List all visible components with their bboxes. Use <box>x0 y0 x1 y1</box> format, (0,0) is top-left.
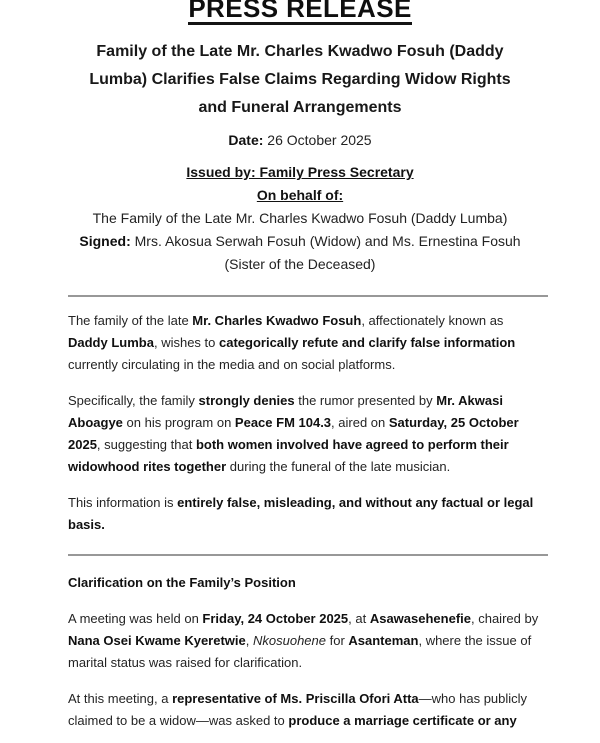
sister-line: (Sister of the Deceased) <box>224 256 376 272</box>
paragraph-representative-request: At this meeting, a representative of Ms. Priscilla Ofori Atta—who has publicly claimed to be a widow—was asked to produce a marriage certificate or any <box>68 691 528 728</box>
signed-line: Signed: Mrs. Akosua Serwah Fosuh (Widow) and Ms. Ernestina Fosuh <box>79 233 521 249</box>
document-heading: Family of the Late Mr. Charles Kwadwo Fosuh (Daddy Lumba) Clarifies False Claims Regarding Widow Rights and Funeral Arrangements <box>89 43 511 116</box>
paragraph-refute-statement: The family of the late Mr. Charles Kwadwo Fosuh, affectionately known as Daddy Lumba, wishes to categorically refute and clarify false information currently circulating in the media and on social platforms. <box>68 313 516 372</box>
section-divider-top <box>68 295 548 297</box>
on-behalf-line: On behalf of: <box>256 187 344 203</box>
date-line: Date: 26 October 2025 <box>228 132 372 148</box>
document-title: PRESS RELEASE <box>188 0 411 25</box>
family-line: The Family of the Late Mr. Charles Kwadwo Fosuh (Daddy Lumba) <box>92 210 508 226</box>
paragraph-meeting-details: A meeting was held on Friday, 24 October 2025, at Asawasehenefie, chaired by Nana Osei Kwame Kyeretwie, Nkosuohene for Asanteman, where the issue of marital status was raised for clarification. <box>68 611 539 670</box>
paragraph-rumor-denial: Specifically, the family strongly denies the rumor presented by Mr. Akwasi Aboagye on his program on Peace FM 104.3, aired on Saturday, 25 October 2025, suggesting that both women involved have agreed to perform their widowhood rites together during the funeral of the late musician. <box>68 393 519 474</box>
issued-by-line: Issued by: Family Press Secretary <box>186 164 414 180</box>
paragraph-false-basis: This information is entirely false, misleading, and without any factual or legal basis. <box>68 495 534 532</box>
title-row <box>68 0 532 25</box>
section-divider-middle <box>68 554 548 556</box>
clarification-section-heading: Clarification on the Family’s Position <box>68 575 296 590</box>
